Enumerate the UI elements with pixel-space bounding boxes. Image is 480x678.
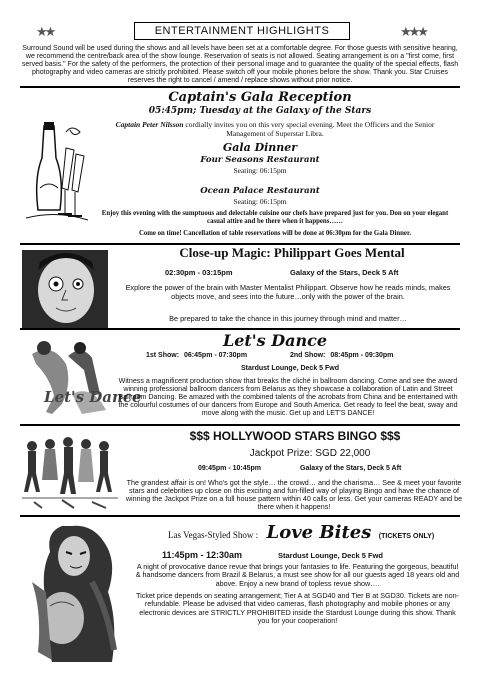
- magic-venue: Galaxy of the Stars, Deck 5 Aft: [290, 268, 399, 277]
- magic-desc-2: Be prepared to take the chance in this journey through mind and matter…: [169, 314, 407, 323]
- dance-show-1: [146, 352, 247, 359]
- show-1-time: 06:45pm - 07:30pm: [184, 352, 248, 359]
- seating-1: Seating: 06:15pm: [233, 166, 287, 175]
- bingo-time: 09:45pm - 10:45pm: [198, 465, 262, 472]
- love-desc-1: A night of provocative dance revue that brings your fantasies to life. Featuring the gorgeous, beautiful & handsome dancers from Brazil & Belarus, a must see show for all our guests aged 18 years old and above. Enjoy a new brand of topless revue show….: [135, 562, 460, 588]
- magic-desc-1: Explore the power of the brain with Master Mentalist Philippart. Observe how he reads minds, makes objects move, and sees into the future…only with the power of the brain.: [125, 283, 451, 301]
- gala-enjoy: Enjoy this evening with the sumptuous and delectable cuisine our chefs have prepared just for you. Don on your elegant casual attire and be there when it happens……: [101, 210, 449, 225]
- love-tickets: (TICKETS ONLY): [378, 533, 435, 540]
- dance-image: [22, 334, 142, 418]
- bingo-prize: Jackpot Prize: SGD 22,000: [249, 448, 371, 459]
- show-2-time: 08:45pm - 09:30pm: [330, 352, 394, 359]
- stars-right-icon: ★★★: [400, 24, 426, 39]
- show-1-label: 1st Show:: [146, 352, 180, 359]
- love-title: Love Bites: [266, 522, 372, 543]
- divider: [20, 515, 460, 517]
- love-title-row: [168, 522, 468, 543]
- gala-invite: [110, 120, 440, 138]
- divider: [20, 424, 460, 426]
- seating-2: Seating: 06:15pm: [233, 197, 287, 206]
- bingo-venue: Galaxy of the Stars, Deck 5 Aft: [300, 465, 402, 472]
- divider: [20, 86, 460, 88]
- bingo-title: $$$ HOLLYWOOD STARS BINGO $$$: [189, 429, 401, 443]
- gala-cancel: Come on time! Cancellation of table reservations will be done at 06:30pm for the Gala Dinner.: [138, 230, 412, 237]
- gala-time: 05:45pm; Tuesday at the Galaxy of the Stars: [148, 106, 372, 116]
- love-bites-image: [22, 522, 128, 664]
- captain-name: Captain Peter Nilsson: [115, 120, 184, 129]
- love-time: 11:45pm - 12:30am: [162, 550, 243, 560]
- dance-desc: Witness a magnificent production show that breaks the cliché in ballroom dancing. Come and see the award winning professional ballroom dancers from Belarus as they showcase a collaboration of Latin and Street Ballroom Dancing. Be amazed with the combined talents of the acrobats from China and be entertained with the colourful costumes of our dancers from Europe and South America. Get ready to feel the beat, sway and move along with the music. Get up and LET'S DANCE!: [118, 377, 458, 417]
- restaurant-2: Ocean Palace Restaurant: [200, 186, 320, 196]
- dance-title: Let's Dance: [222, 331, 328, 350]
- magic-title: Close-up Magic: Philippart Goes Mental: [179, 245, 405, 260]
- stars-left-icon: ★★: [36, 24, 54, 39]
- dinner-title: Gala Dinner: [222, 141, 298, 154]
- page-title: ENTERTAINMENT HIGHLIGHTS: [134, 22, 350, 40]
- magician-image: [22, 250, 108, 328]
- divider: [20, 328, 460, 330]
- love-desc-2: Ticket price depends on seating arrangement; Tier A at SGD40 and Tier B at SGD30. Tickets are non-refundable. Please be advised that video cameras, flash photography and mobile phones or any electronic devices are STRICTLY PROHIBITED inside the Stardust Lounge during this show. Thank you for your cooperation!: [136, 591, 459, 625]
- love-venue: Stardust Lounge, Deck 5 Fwd: [278, 551, 384, 560]
- gala-title: Captain's Gala Reception: [168, 90, 352, 105]
- show-2-label: 2nd Show:: [290, 352, 326, 359]
- invite-text: cordially invites you on this very special evening. Meet the Officers and the Senior Management of Superstar Libra.: [185, 120, 435, 138]
- magic-time: 02:30pm - 03:15pm: [165, 268, 233, 277]
- intro-text: Surround Sound will be used during the shows and all levels have been set at a comfortable degree. For those guests with sensitive hearing, we recommend the centre/back area of the show lounge. Reservation of seats is not allowed. Seating arrangement is on a "first come, first served basis." For the safety of the performers, the protection of their personal image and to guarantee the quality of the special effects, flash photography and video cameras are strictly prohibited. Please switch off your mobile phones before the show. Thank you. Star Cruises reserves the right to cancel / amend / replace shows without prior notice.: [21, 45, 459, 84]
- bingo-desc: The grandest affair is on! Who's got the style… the crowd… and the charisma… See & meet your favorite stars and celebrities up close on this exciting and fun-filled way of playing Bingo and have the chance of winning the Jackpot Prize on a full house pattern within 40 calls or less. Get your cameras READY and be there when it happens!: [125, 478, 463, 511]
- dance-show-2: [290, 352, 393, 359]
- love-prefix: Las Vegas-Styled Show :: [168, 530, 259, 540]
- champagne-image: [22, 118, 92, 226]
- restaurant-1: Four Seasons Restaurant: [200, 155, 320, 165]
- dance-image-label: Let's Dance: [44, 388, 142, 406]
- stars-group-image: [22, 432, 118, 510]
- dance-venue: Stardust Lounge, Deck 5 Fwd: [240, 365, 339, 372]
